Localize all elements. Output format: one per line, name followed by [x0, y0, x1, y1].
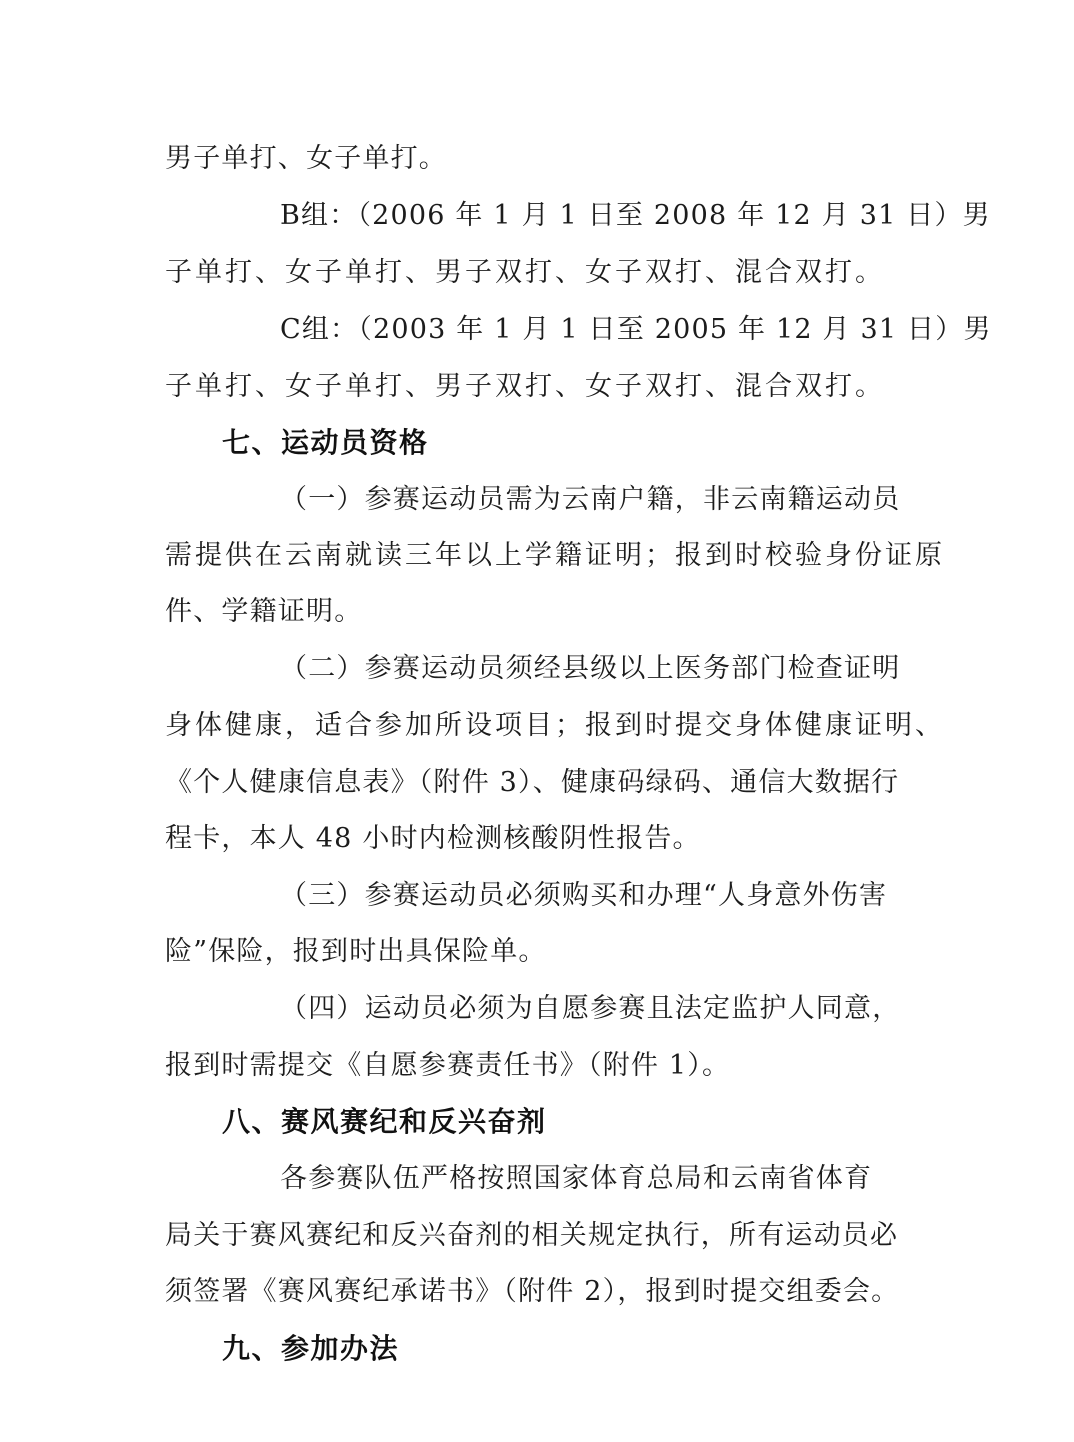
- text-line-11: 身体健康，适合参加所设项目；报到时提交身体健康证明、: [165, 710, 945, 741]
- section-heading-7: 七、运动员资格: [222, 426, 429, 459]
- text-line-2: B组：（2006 年 1 月 1 日至 2008 年 12 月 31 日）男: [280, 200, 991, 231]
- text-line-1: 男子单打、女子单打。: [165, 143, 447, 174]
- text-line-5: 子单打、女子单打、男子双打、女子双打、混合双打。: [165, 371, 885, 402]
- text-line-10: （二）参赛运动员须经县级以上医务部门检查证明: [280, 653, 901, 684]
- text-line-7: （一）参赛运动员需为云南户籍，非云南籍运动员: [280, 484, 901, 515]
- text-line-15: 险”保险，报到时出具保险单。: [165, 936, 547, 967]
- text-line-13: 程卡，本人 48 小时内检测核酸阴性报告。: [165, 823, 701, 854]
- text-line-4: C组：（2003 年 1 月 1 日至 2005 年 12 月 31 日）男: [280, 314, 992, 345]
- text-line-3: 子单打、女子单打、男子双打、女子双打、混合双打。: [165, 257, 885, 288]
- text-line-8: 需提供在云南就读三年以上学籍证明；报到时校验身份证原: [165, 540, 945, 571]
- text-line-21: 须签署《赛风赛纪承诺书》（附件 2），报到时提交组委会。: [165, 1276, 900, 1307]
- text-line-12: 《个人健康信息表》（附件 3）、健康码绿码、通信大数据行: [165, 767, 900, 798]
- text-line-17: 报到时需提交《自愿参赛责任书》（附件 1）。: [165, 1050, 731, 1081]
- text-line-16: （四）运动员必须为自愿参赛且法定监护人同意，: [280, 993, 901, 1024]
- text-line-19: 各参赛队伍严格按照国家体育总局和云南省体育: [280, 1163, 873, 1194]
- text-line-9: 件、学籍证明。: [165, 596, 363, 627]
- text-line-20: 局关于赛风赛纪和反兴奋剂的相关规定执行，所有运动员必: [165, 1220, 899, 1251]
- section-heading-9: 九、参加办法: [222, 1332, 400, 1365]
- section-heading-8: 八、赛风赛纪和反兴奋剂: [222, 1105, 547, 1138]
- text-line-14: （三）参赛运动员必须购买和办理“人身意外伤害: [280, 880, 888, 911]
